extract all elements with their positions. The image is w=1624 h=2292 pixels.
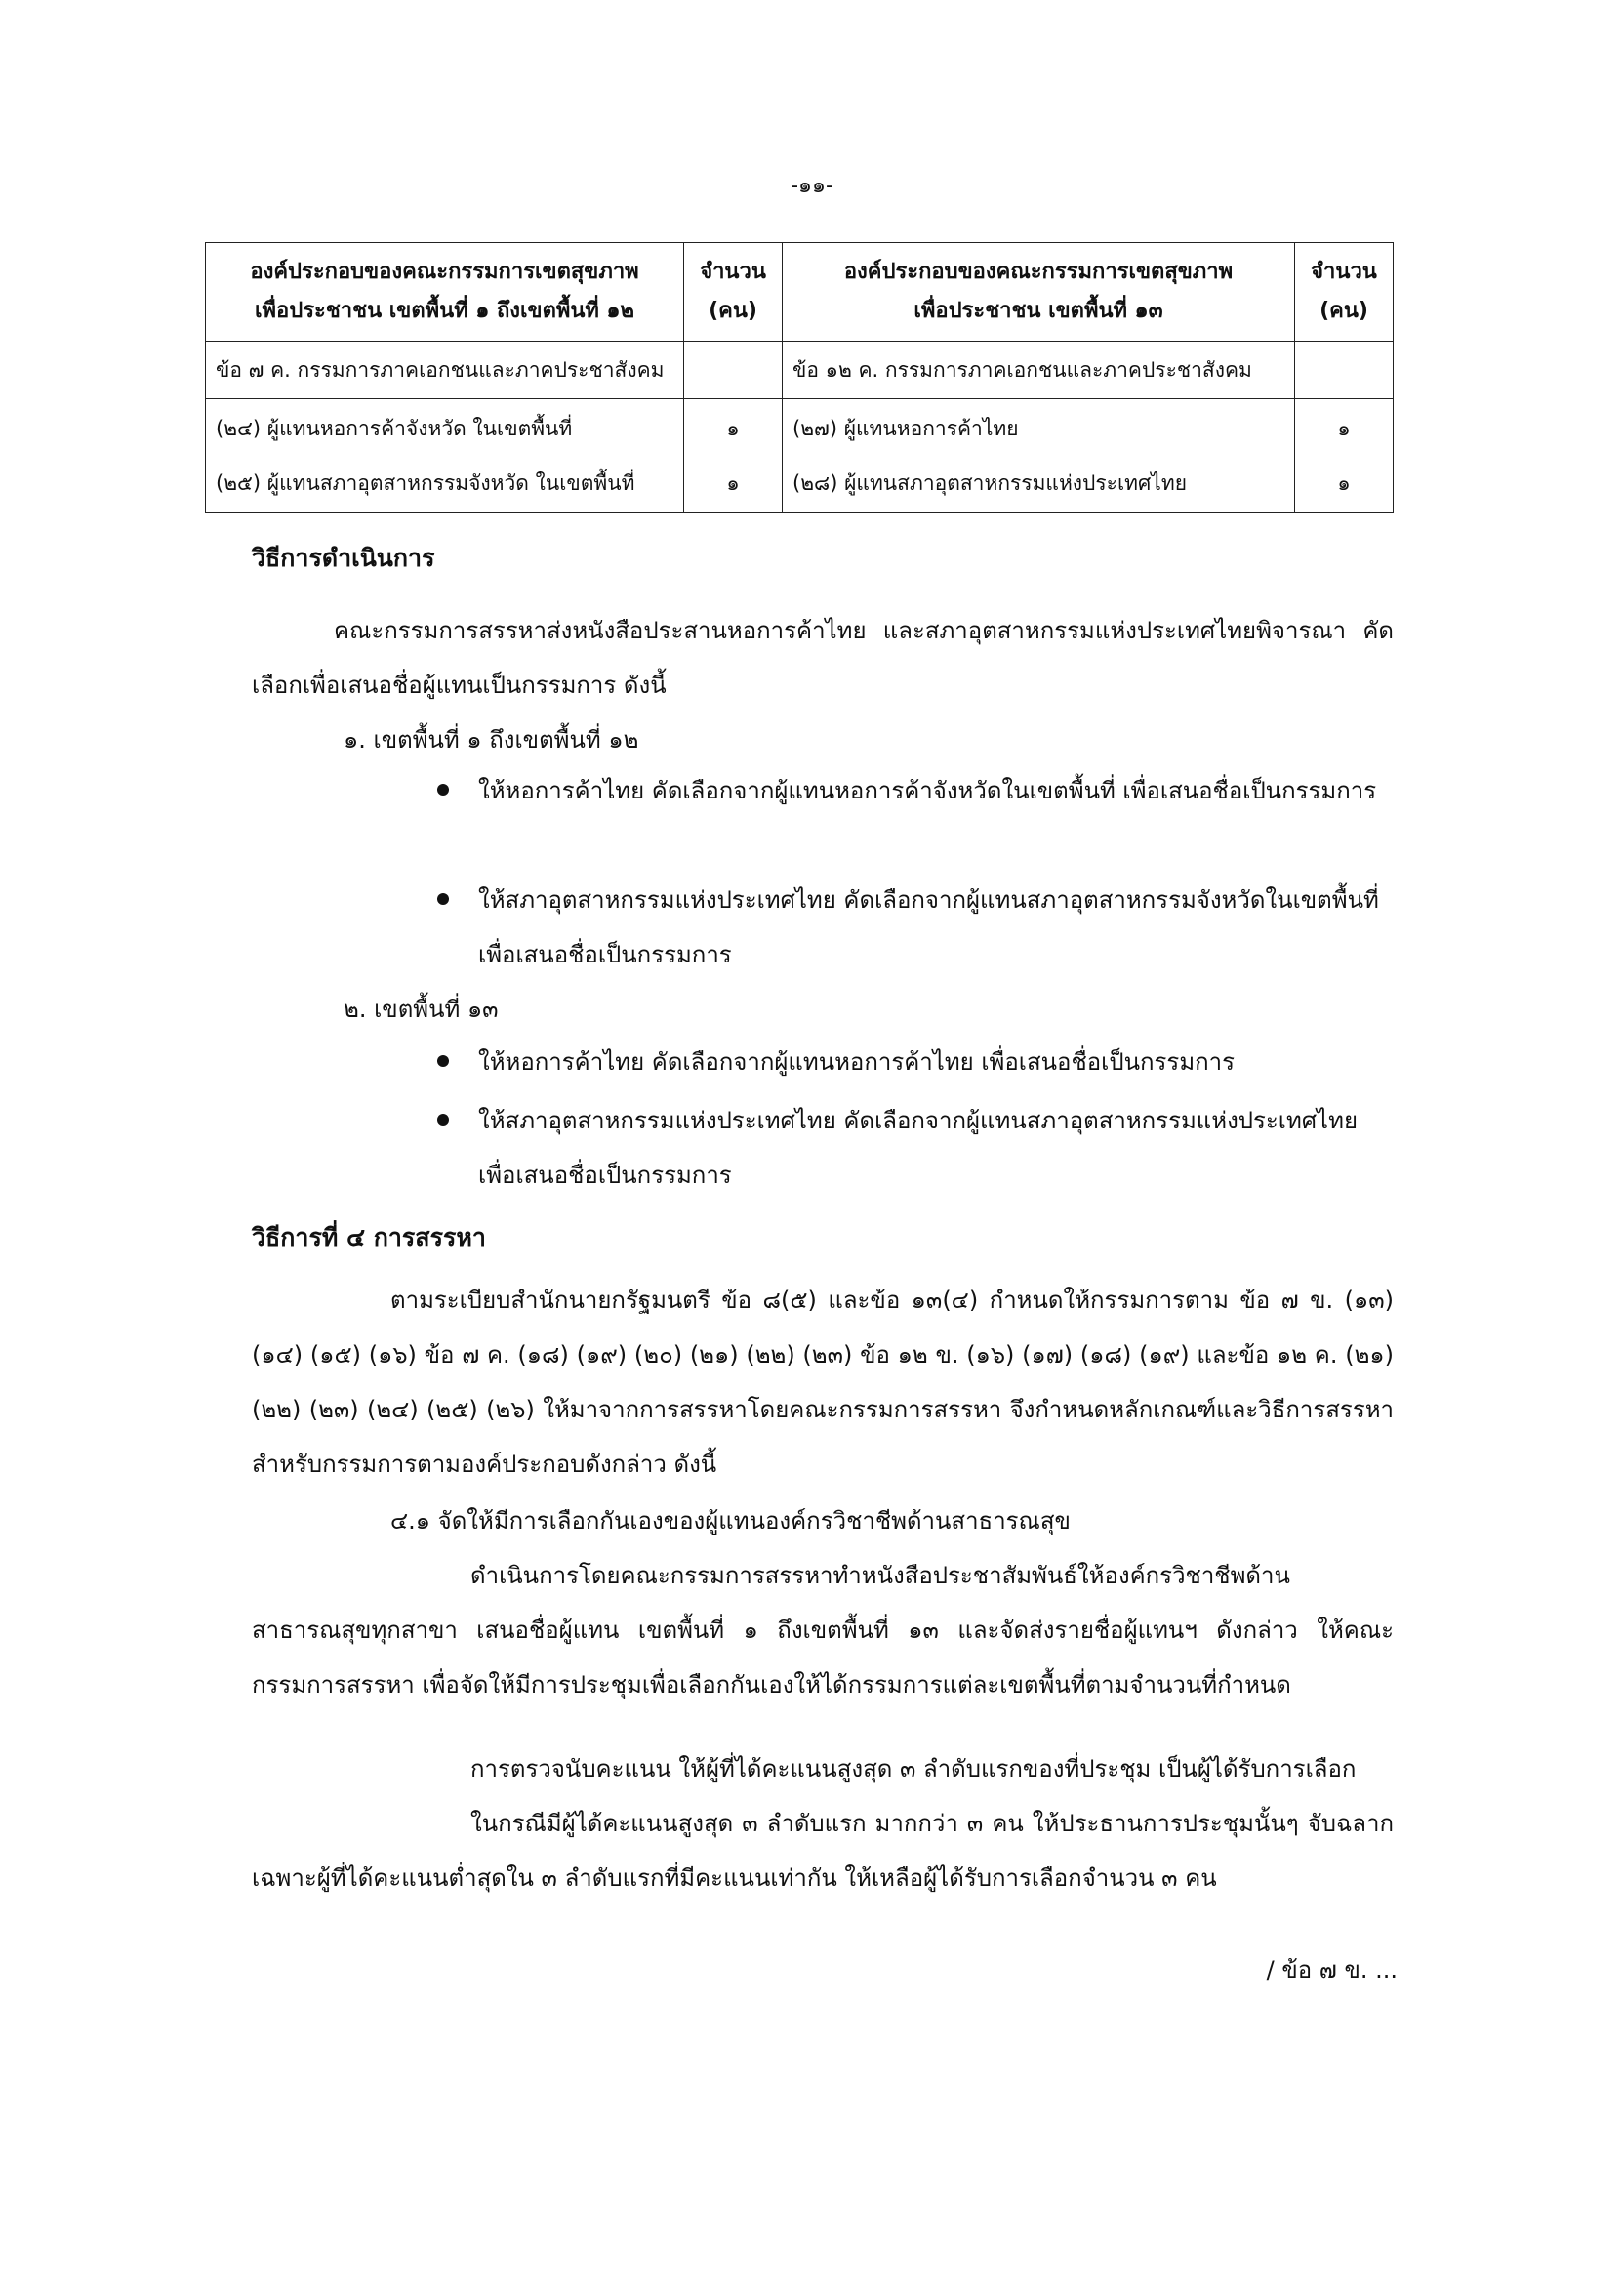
right-count-cell — [1295, 399, 1394, 513]
bullet-text: ให้สภาอุตสาหกรรมแห่งประเทศไทย คัดเลือกจากผู้แทนสภาอุตสาหกรรมจังหวัดในเขตพื้นที่ เพื่อเสนอชื่อเป็นกรรมการ — [478, 886, 1379, 968]
page-number: -๑๑- — [791, 174, 833, 198]
header-right-count — [1295, 243, 1394, 342]
right-count-27: ๑ — [1337, 417, 1351, 440]
header-right-title — [783, 243, 1295, 342]
right-items-cell — [783, 399, 1295, 513]
right-item-28: (๒๘) ผู้แทนสภาอุตสาหกรรมแห่งประเทศไทย — [792, 471, 1188, 495]
procedure-item2-title: ๒. เขตพื้นที่ ๑๓ — [344, 996, 499, 1023]
header-left-title-line1: องค์ประกอบของคณะกรรมการเขตสุขภาพ — [250, 260, 639, 284]
bullet-icon — [437, 1055, 449, 1067]
right-item-27: (๒๗) ผู้แทนหอการค้าไทย — [792, 417, 1019, 440]
left-count-25: ๑ — [726, 471, 740, 495]
left-item-24: (๒๔) ผู้แทนหอการค้าจังหวัด ในเขตพื้นที่ — [216, 417, 573, 440]
table-header-row — [206, 243, 1394, 342]
method4-sub41-title: ๔.๑ จัดให้มีการเลือกกันเองของผู้แทนองค์กรวิชาชีพด้านสาธารณสุข — [390, 1507, 1071, 1535]
footer-continuation: / ข้อ ๗ ข. ... — [1266, 1956, 1398, 1984]
method4-heading: วิธีการที่ ๔ การสรรหา — [252, 1223, 486, 1251]
bullet-text: ให้สภาอุตสาหกรรมแห่งประเทศไทย คัดเลือกจากผู้แทนสภาอุตสาหกรรมแห่งประเทศไทย เพื่อเสนอชื่อเป็นกรรมการ — [478, 1107, 1359, 1189]
subheader-right: ข้อ ๑๒ ค. กรรมการภาคเอกชนและภาคประชาสังคม — [783, 342, 1295, 399]
list-item — [437, 873, 1394, 982]
subheader-left-count — [684, 342, 783, 399]
header-right-count-line1: จำนวน — [1311, 260, 1377, 284]
table-subheader-row — [206, 342, 1394, 399]
right-count-28: ๑ — [1337, 471, 1351, 495]
left-count-cell — [684, 399, 783, 513]
method4-count-para: การตรวจนับคะแนน ให้ผู้ที่ได้คะแนนสูงสุด ๓ ลำดับแรกของที่ประชุม เป็นผู้ได้รับการเลือก — [470, 1755, 1357, 1782]
composition-table — [205, 242, 1394, 513]
list-item — [437, 763, 1394, 818]
left-count-24: ๑ — [726, 417, 740, 440]
header-left-count-line2: (คน) — [709, 299, 757, 323]
procedure-intro-line1: คณะกรรมการสรรหาส่งหนังสือประสานหอการค้าไทย และสภาอุตสาหกรรมแห่งประเทศไทยพิจารณา — [334, 617, 1347, 644]
subheader-right-count — [1295, 342, 1394, 399]
bullet-icon — [437, 1114, 449, 1126]
list-item — [437, 1093, 1394, 1203]
subheader-left: ข้อ ๗ ค. กรรมการภาคเอกชนและภาคประชาสังคม — [206, 342, 684, 399]
procedure-intro — [252, 603, 1394, 713]
method4-sub41-para: ดำเนินการโดยคณะกรรมการสรรหาทำหนังสือประชาสัมพันธ์ให้องค์กรวิชาชีพด้านสาธารณสุขทุกสาขา เสนอชื่อผู้แทน เขตพื้นที่ ๑ ถึงเขตพื้นที่ ๑๓ และจัดส่งรายชื่อผู้แทนฯ ดังกล่าว ให้คณะกรรมการสรรหา เพื่อจัดให้มีการประชุมเพื่อเลือกกันเองให้ได้กรรมการแต่ละเขตพื้นที่ตามจำนวนที่กำหนด — [252, 1562, 1394, 1699]
bullet-text: ให้หอการค้าไทย คัดเลือกจากผู้แทนหอการค้าไทย เพื่อเสนอชื่อเป็นกรรมการ — [478, 1048, 1236, 1076]
method4-para1: ตามระเบียบสำนักนายกรัฐมนตรี ข้อ ๘(๕) และข้อ ๑๓(๔) กำหนดให้กรรมการตาม ข้อ ๗ ข. (๑๓) (๑๔) (๑๕) (๑๖) ข้อ ๗ ค. (๑๘) (๑๙) (๒๐) (๒๑) (๒๒) (๒๓) ข้อ ๑๒ ข. (๑๖) (๑๗) (๑๘) (๑๙) และข้อ ๑๒ ค. (๒๑) (๒๒) (๒๓) (๒๔) (๒๕) (๒๖) ให้มาจากการสรรหาโดยคณะกรรมการสรรหา จึงกำหนดหลักเกณฑ์และวิธีการสรรหาสำหรับกรรมการตามองค์ประกอบดังกล่าว ดังนี้ — [252, 1287, 1394, 1478]
method4-tie-para: ในกรณีมีผู้ได้คะแนนสูงสุด ๓ ลำดับแรก มากกว่า ๓ คน ให้ประธานการประชุมนั้นๆ จับฉลากเฉพาะผู้ที่ได้คะแนนต่ำสุดใน ๓ ลำดับแรกที่มีคะแนนเท่ากัน ให้เหลือผู้ได้รับการเลือกจำนวน ๓ คน — [252, 1810, 1394, 1892]
procedure-item1-title: ๑. เขตพื้นที่ ๑ ถึงเขตพื้นที่ ๑๒ — [344, 726, 639, 754]
list-item — [437, 1035, 1394, 1089]
bullet-text: ให้หอการค้าไทย คัดเลือกจากผู้แทนหอการค้าจังหวัดในเขตพื้นที่ เพื่อเสนอชื่อเป็นกรรมการ — [478, 777, 1377, 804]
header-left-title — [206, 243, 684, 342]
header-left-count — [684, 243, 783, 342]
header-left-title-line2: เพื่อประชาชน เขตพื้นที่ ๑ ถึงเขตพื้นที่ ๑๒ — [255, 299, 635, 323]
header-right-title-line2: เพื่อประชาชน เขตพื้นที่ ๑๓ — [914, 299, 1163, 323]
table-row — [206, 399, 1394, 513]
header-left-count-line1: จำนวน — [700, 260, 766, 284]
header-right-count-line2: (คน) — [1320, 299, 1368, 323]
bullet-icon — [437, 784, 449, 796]
procedure-heading: วิธีการดำเนินการ — [252, 544, 435, 572]
left-item-25: (๒๕) ผู้แทนสภาอุตสาหกรรมจังหวัด ในเขตพื้นที่ — [216, 471, 635, 495]
header-right-title-line1: องค์ประกอบของคณะกรรมการเขตสุขภาพ — [843, 260, 1234, 284]
procedure-intro-line2: คัดเลือกเพื่อเสนอชื่อผู้แทนเป็นกรรมการ ดังนี้ — [252, 617, 1394, 699]
bullet-icon — [437, 893, 449, 905]
left-items-cell — [206, 399, 684, 513]
